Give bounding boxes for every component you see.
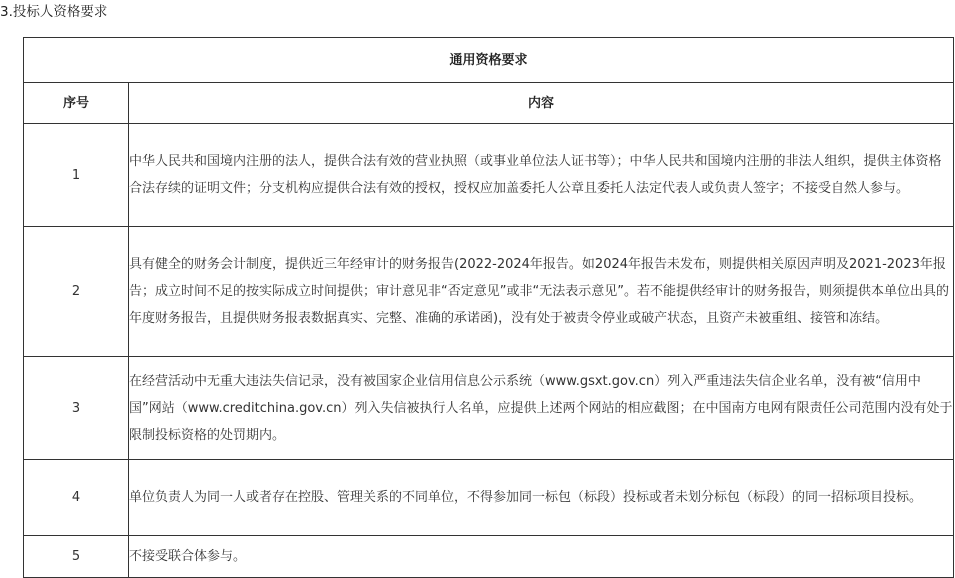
table-row [24,460,954,536]
table-row [24,227,954,357]
table-group-header: 通用资格要求 [24,38,954,83]
row-content: 在经营活动中无重大违法失信记录，没有被国家企业信用信息公示系统（www.gsxt.gov.cn）列入严重违法失信企业名单，没有被“信用中国”网站（www.creditchina.gov.cn）列入失信被执行人名单，应提供上述两个网站的相应截图；在中国南方电网有限责任公司范围内没有处于限制投标资格的处罚期内。 [129,357,954,460]
column-header-content: 内容 [129,83,954,124]
section-title: 3.投标人资格要求 [0,4,108,20]
table-row [24,357,954,460]
row-num: 1 [24,124,129,227]
row-content: 不接受联合体参与。 [129,536,954,578]
table-column-header-row [24,83,954,124]
row-num: 5 [24,536,129,578]
table-group-header-row [24,38,954,83]
column-header-num: 序号 [24,83,129,124]
row-content: 单位负责人为同一人或者存在控股、管理关系的不同单位，不得参加同一标包（标段）投标或者未划分标包（标段）的同一招标项目投标。 [129,460,954,536]
row-num: 4 [24,460,129,536]
table-row [24,536,954,578]
qualification-table [23,37,954,578]
row-content: 具有健全的财务会计制度，提供近三年经审计的财务报告(2022-2024年报告。如2024年报告未发布，则提供相关原因声明及2021-2023年报告；成立时间不足的按实际成立时间提供；审计意见非“否定意见”或非“无法表示意见”。若不能提供经审计的财务报告，则须提供本单位出具的年度财务报告，且提供财务报表数据真实、完整、准确的承诺函)，没有处于被责令停业或破产状态，且资产未被重组、接管和冻结。 [129,227,954,357]
row-num: 3 [24,357,129,460]
row-content: 中华人民共和国境内注册的法人，提供合法有效的营业执照（或事业单位法人证书等）；中华人民共和国境内注册的非法人组织，提供主体资格合法存续的证明文件；分支机构应提供合法有效的授权，授权应加盖委托人公章且委托人法定代表人或负责人签字；不接受自然人参与。 [129,124,954,227]
table-row [24,124,954,227]
row-num: 2 [24,227,129,357]
